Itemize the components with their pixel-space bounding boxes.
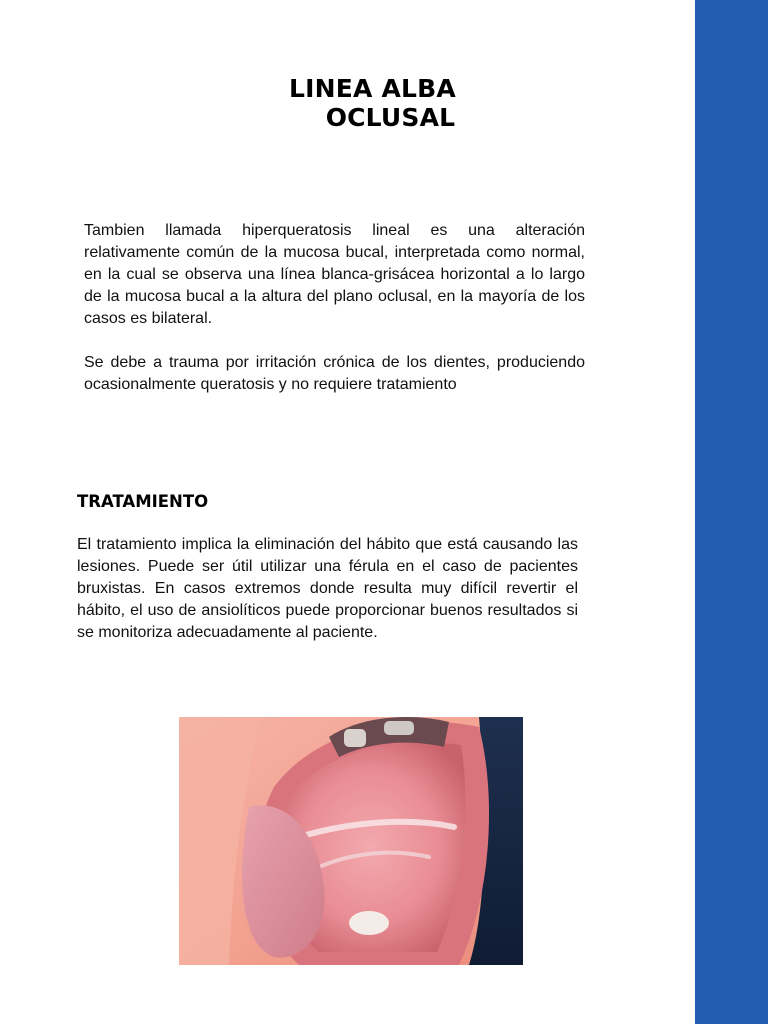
intro-paragraph-2: Se debe a trauma por irritación crónica de los dientes, produciendo ocasionalmente queratosis y no requiere tratamiento <box>84 354 585 393</box>
page-title <box>230 74 515 132</box>
title-line-2: OCLUSAL <box>325 103 456 132</box>
intro-paragraph-1: Tambien llamada hiperqueratosis lineal es una alteración relativamente común de la mucosa bucal, interpretada como normal, en la cual se observa una línea blanca-grisácea horizontal a lo largo de la mucosa bucal a la altura del plano oclusal, en la mayoría de los casos es bilateral. <box>84 222 585 327</box>
treatment-paragraph: El tratamiento implica la eliminación del hábito que está causando las lesiones. Puede ser útil utilizar una férula en el caso de pacientes bruxistas. En casos extremos donde resulta muy difícil revertir el hábito, el uso de ansiolíticos puede proporcionar buenos resultados si se monitoriza adecuadamente al paciente. <box>77 536 578 641</box>
oral-mucosa-photo <box>179 717 523 965</box>
treatment-heading: TRATAMIENTO <box>77 492 209 511</box>
blue-side-bar <box>695 0 768 1024</box>
title-line-1: LINEA ALBA <box>289 74 456 103</box>
